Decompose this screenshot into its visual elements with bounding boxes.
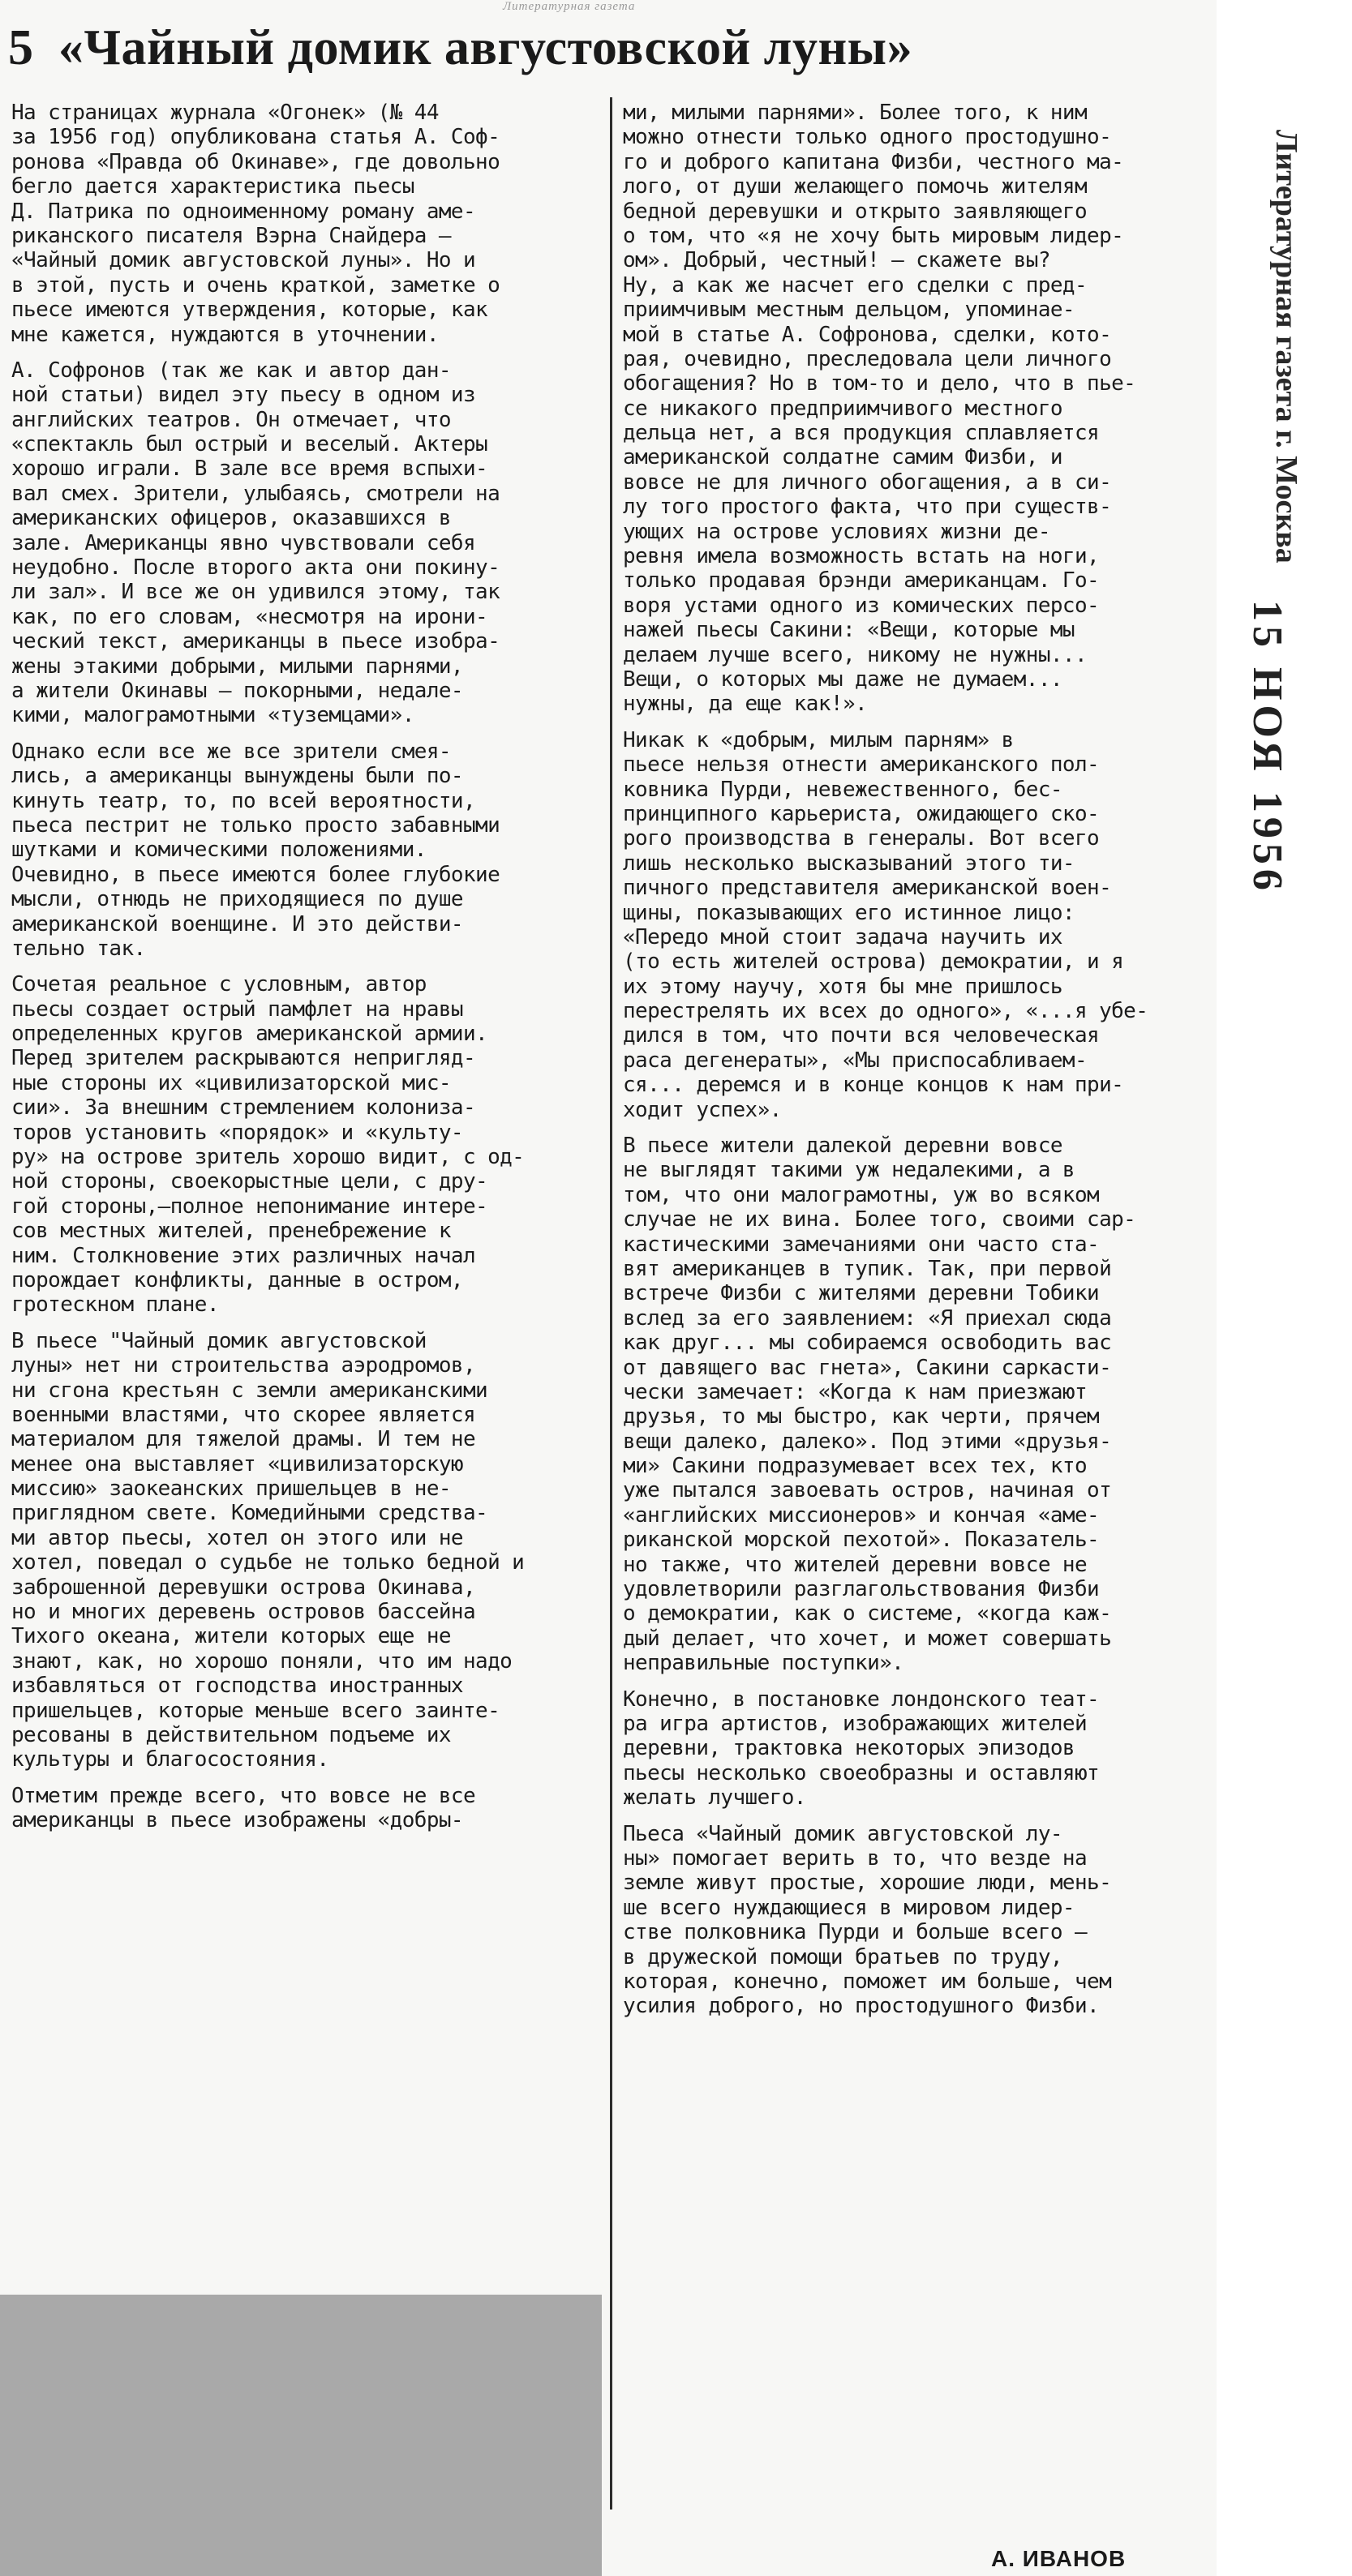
text-line: Никак к «добрым, милым парням» в <box>623 727 1014 752</box>
text-line: ми» Сакини подразумевает всех тех, кто <box>623 1454 1088 1479</box>
text-line: а жители Окинавы — покорными, недале- <box>11 678 463 703</box>
text-line: «Передо мной стоит задача научить их <box>623 924 1062 949</box>
text-line: На страницах журнала «Огонек» (№ 44 <box>11 101 439 125</box>
text-line: (то есть жителей острова) демократии, и я <box>623 949 1124 975</box>
text-line: ческий текст, американцы в пьесе изобра- <box>11 629 500 654</box>
text-line: кинуть театр, то, по всей вероятности, <box>11 788 476 813</box>
text-line: бедной деревушки и открыто заявляющего <box>623 199 1088 224</box>
text-line: лого, от души желающего помочь жителям <box>623 174 1088 199</box>
paragraph-gap <box>623 1122 1207 1134</box>
text-line: ним. Столкновение этих различных начал <box>11 1243 476 1268</box>
paragraph-gap <box>11 961 603 972</box>
text-line: ной статьи) видел эту пьесу в одном из <box>11 383 476 408</box>
text-line: приглядном свете. Комедийными средства- <box>11 1501 488 1526</box>
article-title: «Чайный домик августовской луны» <box>58 20 913 75</box>
text-line: ревня имела возможность встать на ноги, <box>623 544 1100 569</box>
text-line: которая, конечно, поможет им больше, чем <box>623 1969 1112 1994</box>
text-line: приимчивым местным дельцом, упоминае- <box>623 298 1075 323</box>
text-line: тельно так. <box>11 936 146 961</box>
text-line: ные стороны их «цивилизаторской мис- <box>11 1070 451 1095</box>
text-line: пришельцев, которые меньше всего заинте- <box>11 1698 500 1723</box>
date-stamp <box>1239 600 1312 908</box>
text-line: уже пытался завоевать остров, начиная от <box>623 1478 1112 1503</box>
text-line: встрече Физби с жителями деревни Тобики <box>623 1281 1100 1306</box>
text-line: американских офицеров, оказавшихся в <box>11 506 451 531</box>
column-divider <box>610 97 612 2510</box>
text-line: материалом для тяжелой драмы. И тем не <box>11 1427 476 1452</box>
text-line: стве полковника Пурди и больше всего — <box>623 1920 1088 1945</box>
paragraph-gap <box>623 717 1207 728</box>
text-line: ующих на острове условиях жизни де- <box>623 519 1050 544</box>
text-line: порождает конфликты, данные в остром, <box>11 1267 463 1292</box>
text-line: о демократии, как о системе, «когда каж- <box>623 1601 1112 1627</box>
text-line: неправильные поступки». <box>623 1651 904 1676</box>
text-line: «английских миссионеров» и кончая «аме- <box>623 1502 1100 1528</box>
text-line: желать лучшего. <box>623 1785 806 1811</box>
text-line: А. Софронов (так же как и автор дан- <box>11 358 451 383</box>
text-line: «Чайный домик августовской луны». Но и <box>11 248 476 273</box>
text-line: чески замечает: «Когда к нам приезжают <box>623 1379 1088 1404</box>
text-line: кими, малограмотными «туземцами». <box>11 703 414 728</box>
text-line: усилия доброго, но простодушного Физби. <box>623 1994 1100 2019</box>
text-line: Пьеса «Чайный домик августовской лу- <box>623 1821 1062 1846</box>
text-line: ресованы в действительном подъеме их <box>11 1723 451 1747</box>
paragraph-gap <box>11 347 603 358</box>
text-line: рая, очевидно, преследовала цели личного <box>623 346 1112 371</box>
text-line: вовсе не для личного обогащения, а в си- <box>623 469 1112 495</box>
text-line: ом». Добрый, честный! — скажете вы? <box>623 248 1050 273</box>
text-line: определенных кругов американской армии. <box>11 1022 488 1047</box>
text-line: гой стороны,—полное непонимание интере- <box>11 1194 488 1219</box>
text-line: ной стороны, своекорыстные цели, с дру- <box>11 1169 488 1194</box>
text-line: се никакого предприимчивого местного <box>623 396 1062 421</box>
text-line: ронова «Правда об Окинаве», где довольно <box>11 149 500 174</box>
blank-margin-area <box>0 2295 602 2576</box>
text-line: миссию» заокеанских пришельцев в не- <box>11 1477 451 1502</box>
paragraph-gap <box>11 728 603 739</box>
text-line: мне кажется, нуждаются в уточнении. <box>11 322 439 347</box>
text-line: американской солдатне самим Физби, и <box>623 445 1062 470</box>
text-line: за 1956 год) опубликована статья А. Соф- <box>11 125 500 150</box>
newspaper-name-text: Литературная газета г. Москва <box>1269 130 1303 564</box>
text-line: делаем лучше всего, никому не нужны... <box>623 642 1088 667</box>
text-line: Очевидно, в пьесе имеются более глубокие <box>11 862 500 887</box>
text-line: дый делает, что хочет, и может совершать <box>623 1626 1112 1651</box>
text-line: друзья, то мы быстро, как черти, прячем <box>623 1404 1100 1429</box>
text-line: американской военщине. И это действи- <box>11 911 463 937</box>
text-line: «спектакль был острый и веселый. Актеры <box>11 432 488 457</box>
text-line: ся... деремся и в конце концов к нам при- <box>623 1073 1124 1098</box>
text-line: нужны, да еще как!». <box>623 692 868 717</box>
text-line: гротескном плане. <box>11 1292 219 1318</box>
text-line: Д. Патрика по одноименному роману аме- <box>11 199 476 224</box>
text-line: раса дегенераты», «Мы приспосабливаем- <box>623 1048 1088 1073</box>
text-line: о том, что «я не хочу быть мировым лидер- <box>623 223 1124 248</box>
text-line: щины, показывающих его истинное лицо: <box>623 900 1075 925</box>
text-line: лись, а американцы вынуждены были по- <box>11 764 463 789</box>
text-line: но также, что жителей деревни вовсе не <box>623 1552 1088 1577</box>
text-line: лишь несколько высказываний этого ти- <box>623 851 1075 876</box>
text-line: Перед зрителем раскрываются непригляд- <box>11 1046 476 1071</box>
text-line: мысли, отнюдь не приходящиеся по душе <box>11 887 463 912</box>
text-line: избавляться от господства иностранных <box>11 1674 463 1699</box>
text-line: сии». За внешним стремлением колониза- <box>11 1095 476 1121</box>
text-line: деревни, трактовка некоторых эпизодов <box>623 1736 1075 1761</box>
text-line: вещи далеко, далеко». Под этими «друзья- <box>623 1429 1112 1454</box>
text-line: ми автор пьесы, хотел он этого или не <box>11 1525 463 1550</box>
text-line: В пьесе жители далекой деревни вовсе <box>623 1134 1062 1159</box>
text-line: го и доброго капитана Физби, честного ма- <box>623 149 1124 174</box>
text-line: перестрелять их всех до одного», «...я убе- <box>623 999 1148 1024</box>
text-line: пьесы несколько своеобразны и оставляют <box>623 1760 1100 1785</box>
left-column <box>11 101 603 1833</box>
text-line: в этой, пусть и очень краткой, заметке о <box>11 272 500 298</box>
text-line: риканской морской пехотой». Показатель- <box>623 1528 1100 1553</box>
paragraph-gap <box>11 1772 603 1784</box>
text-line: принципного карьериста, ожидающего ско- <box>623 801 1100 826</box>
text-line: зале. Американцы явно чувствовали себя <box>11 530 476 555</box>
text-line: вал смех. Зрители, улыбаясь, смотрели на <box>11 481 500 506</box>
text-line: луны» нет ни строительства аэродромов, <box>11 1353 476 1378</box>
text-line: мой в статье А. Софронова, сделки, кото- <box>623 322 1112 347</box>
text-line: ра игра артистов, изображающих жителей <box>623 1712 1088 1736</box>
text-line: как друг... мы собираемся освободить вас <box>623 1331 1112 1356</box>
text-line: пьесе имеются утверждения, которые, как <box>11 298 488 323</box>
text-line: Ну, а как же насчет его сделки с пред- <box>623 272 1088 298</box>
text-line: сов местных жителей, пренебрежение к <box>11 1219 451 1244</box>
text-line: ру» на острове зритель хорошо видит, с од- <box>11 1145 525 1170</box>
text-line: военными властями, что скорее является <box>11 1402 476 1427</box>
text-line: удовлетворили разглагольствования Физби <box>623 1577 1100 1602</box>
right-column <box>623 101 1207 2019</box>
text-line: не выглядят такими уж недалекими, а в <box>623 1158 1075 1183</box>
text-line: земле живут простые, хорошие люди, мень- <box>623 1871 1112 1896</box>
text-line: лу того простого факта, что при существ- <box>623 495 1112 520</box>
text-line: обогащения? Но в том-то и дело, что в пье- <box>623 371 1136 396</box>
text-line: ни сгона крестьян с земли американскими <box>11 1378 488 1403</box>
text-line: американцы в пьесе изображены «добры- <box>11 1808 463 1833</box>
text-line: ковника Пурди, невежественного, бес- <box>623 777 1062 802</box>
text-line: Отметим прежде всего, что вовсе не все <box>11 1783 476 1808</box>
text-line: ше всего нуждающиеся в мировом лидер- <box>623 1895 1075 1920</box>
text-line: шутками и комическими положениями. <box>11 838 427 863</box>
text-line: хотел, поведал о судьбе не только бедной и <box>11 1550 525 1575</box>
text-line: английских театров. Он отмечает, что <box>11 407 451 432</box>
paragraph-gap <box>623 1811 1207 1822</box>
text-line: как, по его словам, «несмотря на ирони- <box>11 604 488 629</box>
text-line: вслед за его заявлением: «Я приехал сюда <box>623 1305 1112 1331</box>
text-line: только продавая брэнди американцам. Го- <box>623 568 1100 594</box>
text-line: ли зал». И все же он удивился этому, так <box>11 580 500 605</box>
text-line: бегло дается характеристика пьесы <box>11 174 414 199</box>
text-line: торов установить «порядок» и «культу- <box>11 1120 463 1145</box>
text-line: ходит успех». <box>623 1097 782 1122</box>
text-line: пьесы создает острый памфлет на нравы <box>11 997 463 1022</box>
text-line: можно отнести только одного простодушно- <box>623 125 1112 150</box>
text-line: Сочетая реальное с условным, автор <box>11 972 427 997</box>
text-line: воря устами одного из комических персо- <box>623 593 1100 618</box>
text-line: хорошо играли. В зале все время вспыхи- <box>11 456 488 482</box>
text-line: дился в том, что почти вся человеческая <box>623 1023 1100 1048</box>
text-line: Тихого океана, жители которых еще не <box>11 1624 451 1649</box>
text-line: ны» помогает верить в то, что везде на <box>623 1845 1088 1871</box>
text-line: их этому научу, хотя бы мне пришлось <box>623 974 1062 999</box>
text-line: заброшенной деревушки острова Окинава, <box>11 1575 476 1600</box>
text-line: дельца нет, а вся продукция сплавляется <box>623 421 1100 446</box>
text-line: Вещи, о которых мы даже не думаем... <box>623 667 1062 692</box>
text-line: ми, милыми парнями». Более того, к ним <box>623 101 1088 125</box>
text-line: знают, как, но хорошо поняли, что им надо <box>11 1648 513 1674</box>
text-line: в дружеской помощи братьев по труду, <box>623 1944 1062 1970</box>
text-line: риканского писателя Вэрна Снайдера — <box>11 223 451 248</box>
text-line: неудобно. После второго акта они покину- <box>11 555 500 581</box>
text-line: случае не их вина. Более того, своими сар- <box>623 1207 1136 1232</box>
text-line: нажей пьесы Сакини: «Вещи, которые мы <box>623 618 1075 643</box>
date-stamp-text: 15 НОЯ 1956 <box>1244 600 1290 895</box>
text-line: кастическими замечаниями они часто ста- <box>623 1232 1100 1257</box>
text-line: менее она выставляет «цивилизаторскую <box>11 1451 463 1477</box>
handwritten-note: Литературная газета <box>503 0 636 13</box>
author-signature: А. ИВАНОВ <box>991 2546 1127 2571</box>
text-line: Однако если все же все зрители смея- <box>11 739 451 764</box>
text-line: В пьесе "Чайный домик августовской <box>11 1328 427 1353</box>
text-line: рого производства в генералы. Вот всего <box>623 826 1100 851</box>
text-line: том, что они малограмотны, уж во всяком <box>623 1182 1100 1207</box>
text-line: пьесе нельзя отнести американского пол- <box>623 752 1100 778</box>
text-line: Конечно, в постановке лондонского теат- <box>623 1687 1100 1712</box>
text-line: но и многих деревень островов бассейна <box>11 1600 476 1625</box>
text-line: культуры и благосостояния. <box>11 1747 329 1772</box>
text-line: пичного представителя американской воен- <box>623 876 1112 901</box>
text-line: жены этакими добрыми, милыми парнями, <box>11 654 463 679</box>
text-line: от давящего вас гнета», Сакини саркасти- <box>623 1355 1112 1380</box>
text-line: вят американцев в тупик. Так, при первой <box>623 1256 1112 1281</box>
paragraph-gap <box>623 1676 1207 1687</box>
paragraph-gap <box>11 1318 603 1329</box>
text-line: пьеса пестрит не только просто забавными <box>11 812 500 838</box>
newspaper-name-stamp <box>1255 130 1328 564</box>
page-number-mark: 5 <box>8 20 33 75</box>
